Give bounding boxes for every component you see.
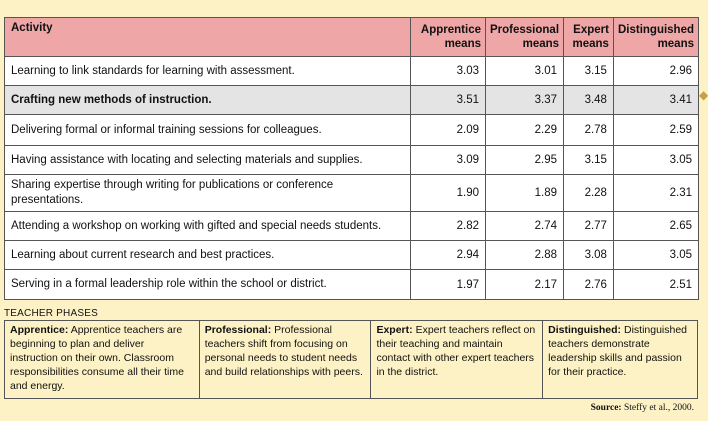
- apprentice-cell: 3.09: [411, 146, 486, 175]
- expert-cell: 3.15: [564, 57, 614, 86]
- expert-cell: 2.28: [564, 175, 614, 212]
- apprentice-cell: 1.90: [411, 175, 486, 212]
- edge-marker: ◆: [699, 88, 708, 102]
- activity-cell: Crafting new methods of instruction.: [5, 86, 411, 115]
- table-header-row: [5, 18, 699, 57]
- phase-text: Distinguished teachers demonstrate leadership skills and passion for their practice.: [548, 324, 688, 378]
- activity-cell: Sharing expertise through writing for publications or conference presentations.: [5, 175, 411, 212]
- table-row-highlighted: [5, 86, 699, 115]
- phase-label: Professional:: [204, 324, 272, 336]
- apprentice-cell: 1.97: [411, 270, 486, 300]
- phase-expert: [371, 321, 543, 399]
- activity-cell: Learning to link standards for learning with assessment.: [5, 57, 411, 86]
- source-text: Steffy et al., 2000.: [623, 403, 694, 413]
- apprentice-cell: 3.51: [411, 86, 486, 115]
- apprentice-cell: 3.03: [411, 57, 486, 86]
- activity-cell: Attending a workshop on working with gifted and special needs students.: [5, 212, 411, 241]
- phase-apprentice: [5, 321, 200, 399]
- professional-cell: 3.01: [486, 57, 564, 86]
- distinguished-cell: 2.59: [613, 115, 698, 146]
- expert-cell: 3.08: [564, 241, 614, 270]
- professional-cell: 2.17: [486, 270, 564, 300]
- distinguished-cell: 2.31: [613, 175, 698, 212]
- phase-label: Expert:: [376, 324, 413, 336]
- header-distinguished: Distinguished means: [613, 18, 698, 57]
- activity-cell: Having assistance with locating and selecting materials and supplies.: [5, 146, 411, 175]
- professional-cell: 2.95: [486, 146, 564, 175]
- apprentice-cell: 2.82: [411, 212, 486, 241]
- activity-cell: Learning about current research and best practices.: [5, 241, 411, 270]
- header-activity: Activity: [5, 18, 411, 57]
- phase-label: Apprentice:: [10, 324, 69, 336]
- source-citation: [591, 403, 694, 413]
- header-professional: Professional means: [486, 18, 564, 57]
- activity-cell: Serving in a formal leadership role within the school or district.: [5, 270, 411, 300]
- teacher-phases-table: [4, 320, 698, 399]
- distinguished-cell: 2.65: [613, 212, 698, 241]
- source-label: Source:: [590, 403, 622, 413]
- phases-title: TEACHER PHASES: [4, 308, 98, 319]
- distinguished-cell: 2.51: [613, 270, 698, 300]
- activity-cell: Delivering formal or informal training sessions for colleagues.: [5, 115, 411, 146]
- expert-cell: 3.15: [564, 146, 614, 175]
- professional-cell: 2.29: [486, 115, 564, 146]
- expert-cell: 2.77: [564, 212, 614, 241]
- professional-cell: 3.37: [486, 86, 564, 115]
- apprentice-cell: 2.09: [411, 115, 486, 146]
- distinguished-cell: 3.05: [613, 146, 698, 175]
- phase-text: Apprentice teachers are beginning to plan and deliver instruction on their own. Classroom responsibilities consume all their time and energy.: [10, 324, 184, 392]
- phase-label: Distinguished:: [548, 324, 622, 336]
- phase-text: Professional teachers shift from focusing on personal needs to student needs and build relationships with peers.: [204, 324, 363, 378]
- apprentice-cell: 2.94: [411, 241, 486, 270]
- phase-text: Expert teachers reflect on their teaching and maintain contact with other expert teachers in the district.: [376, 324, 536, 378]
- expert-cell: 3.48: [564, 86, 614, 115]
- means-table: [4, 17, 699, 300]
- phases-row: [5, 321, 698, 399]
- professional-cell: 1.89: [486, 175, 564, 212]
- professional-cell: 2.88: [486, 241, 564, 270]
- distinguished-cell: 3.05: [613, 241, 698, 270]
- table-row: [5, 212, 699, 241]
- expert-cell: 2.78: [564, 115, 614, 146]
- header-apprentice: Apprentice means: [411, 18, 486, 57]
- phase-distinguished: [543, 321, 698, 399]
- distinguished-cell: 3.41: [613, 86, 698, 115]
- professional-cell: 2.74: [486, 212, 564, 241]
- table-row: [5, 115, 699, 146]
- expert-cell: 2.76: [564, 270, 614, 300]
- table-row: [5, 57, 699, 86]
- distinguished-cell: 2.96: [613, 57, 698, 86]
- table-row: [5, 146, 699, 175]
- table-row: [5, 241, 699, 270]
- table-row: [5, 175, 699, 212]
- phase-professional: [199, 321, 371, 399]
- table-row: [5, 270, 699, 300]
- header-expert: Expert means: [564, 18, 614, 57]
